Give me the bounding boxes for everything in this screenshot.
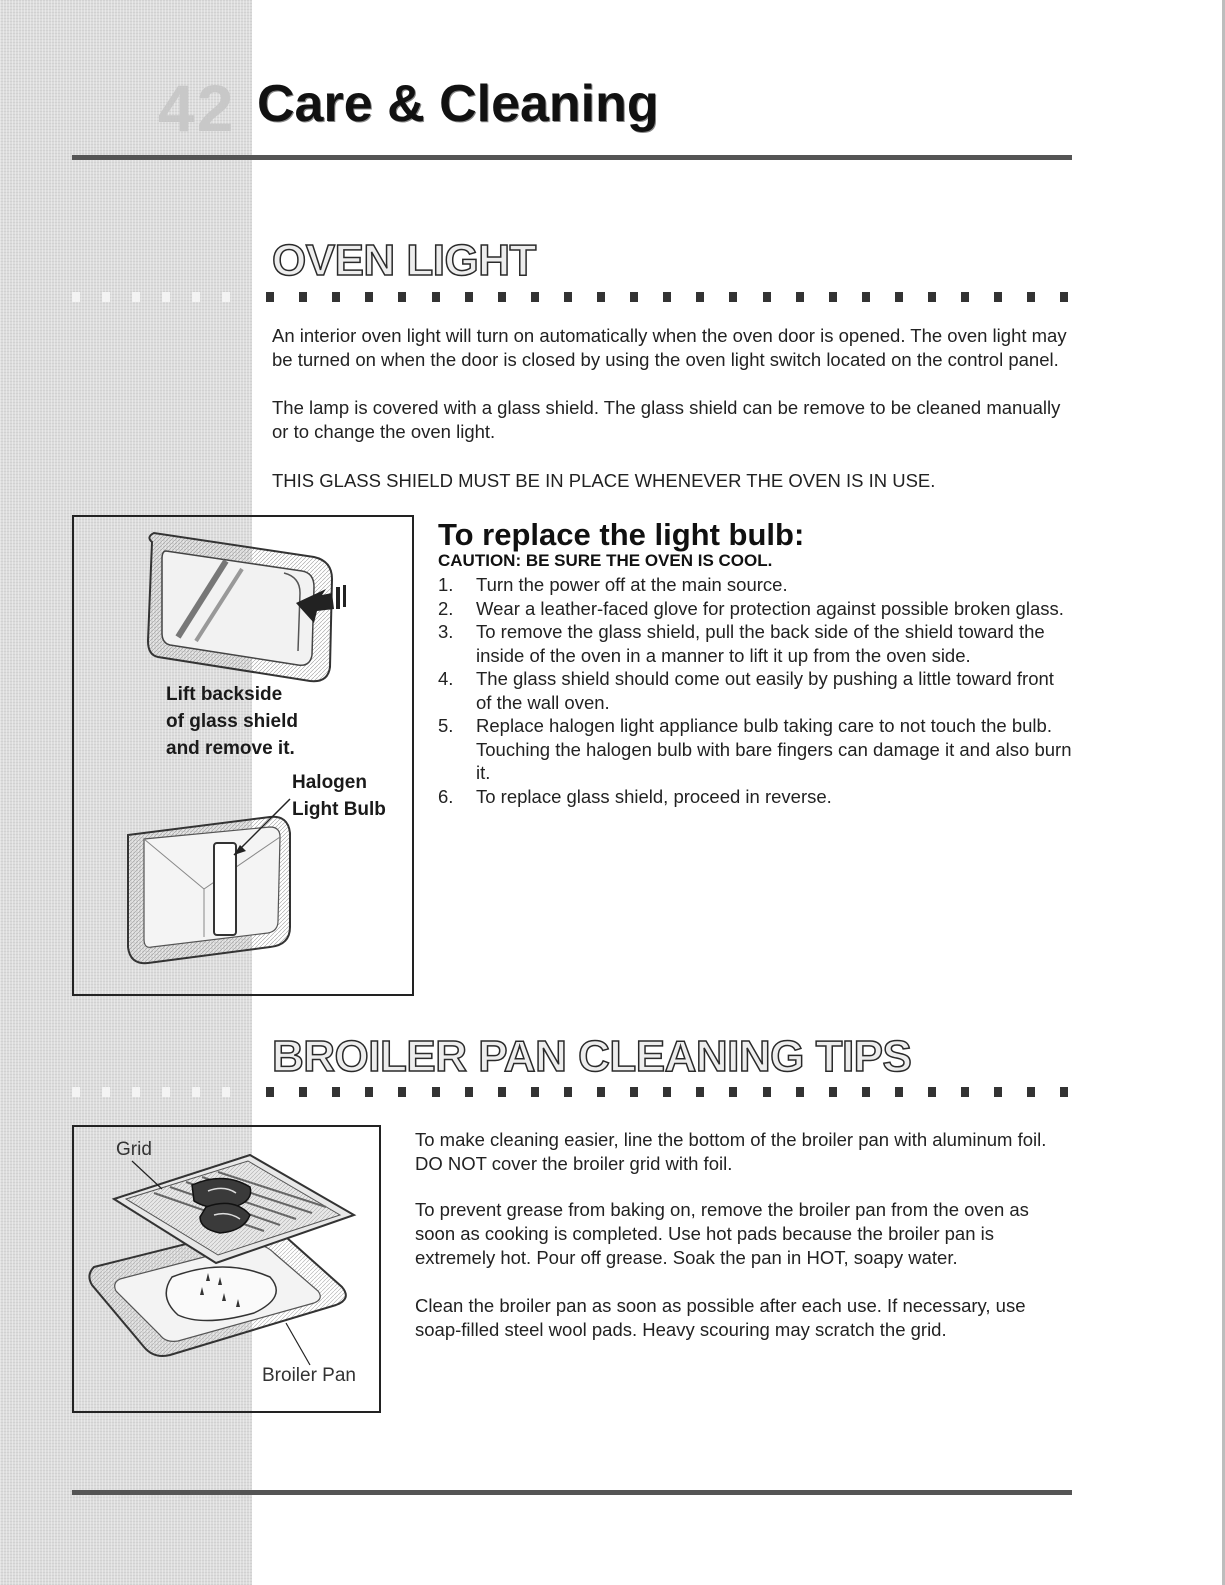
- step-number: 6.: [438, 785, 454, 807]
- divider-dot: [398, 1087, 406, 1097]
- replace-step: [438, 597, 1073, 621]
- divider-dot: [222, 292, 230, 302]
- divider-dot: [895, 1087, 903, 1097]
- replace-step: [438, 667, 1073, 714]
- divider-dot: [597, 1087, 605, 1097]
- divider-dot: [432, 1087, 440, 1097]
- divider-dot: [432, 292, 440, 302]
- replace-step: [438, 620, 1073, 667]
- step-text: To replace glass shield, proceed in reverse.: [476, 785, 832, 807]
- divider-dot: [102, 1087, 110, 1097]
- oven-light-warning: THIS GLASS SHIELD MUST BE IN PLACE WHENEVER THE OVEN IS IN USE.: [272, 470, 936, 491]
- divider-dot: [729, 1087, 737, 1097]
- divider-dot: [332, 292, 340, 302]
- page-title: Care & Cleaning: [257, 75, 659, 133]
- step-number: 2.: [438, 597, 454, 619]
- divider-dot: [763, 292, 771, 302]
- divider-dot: [862, 1087, 870, 1097]
- section-heading-broiler: BROILER PAN CLEANING TIPS: [272, 1032, 912, 1081]
- figure-label-bulb-2: Light Bulb: [292, 799, 386, 820]
- footer-rule: [72, 1490, 1072, 1495]
- divider-dot: [132, 1087, 140, 1097]
- step-number: 3.: [438, 621, 454, 642]
- divider-dot: [162, 292, 170, 302]
- divider-dot: [1027, 1087, 1035, 1097]
- step-text: To remove the glass shield, pull the back side of the shield toward the inside of the oven in a manner to lift it up from the oven side.: [476, 621, 1045, 666]
- divider-dot: [663, 292, 671, 302]
- divider-dot: [531, 292, 539, 302]
- broiler-paragraph-1: To make cleaning easier, line the bottom of the broiler pan with aluminum foil. DO NOT cover the broiler grid with foil.: [415, 1129, 1047, 1174]
- divider-dot: [398, 292, 406, 302]
- divider-dot: [862, 292, 870, 302]
- figure-label-broiler-pan: Broiler Pan: [262, 1365, 356, 1386]
- replace-steps-list: [438, 573, 1073, 808]
- divider-dot: [895, 292, 903, 302]
- oven-light-intro-2: The lamp is covered with a glass shield. The glass shield can be remove to be cleaned manually or to change the oven light.: [272, 397, 1061, 442]
- figure-label-bulb-1: Halogen: [292, 772, 367, 793]
- divider-dot: [192, 1087, 200, 1097]
- divider-dot: [763, 1087, 771, 1097]
- divider-dot: [829, 1087, 837, 1097]
- divider-dot: [630, 292, 638, 302]
- divider-dot: [531, 1087, 539, 1097]
- divider-dot: [729, 292, 737, 302]
- step-text: Wear a leather-faced glove for protection against possible broken glass.: [476, 597, 1064, 619]
- divider-dot: [1060, 1087, 1068, 1097]
- divider-dot: [928, 292, 936, 302]
- divider-dot: [1027, 292, 1035, 302]
- replace-step: [438, 714, 1073, 785]
- broiler-grid-icon: [114, 1155, 354, 1263]
- figure-label-lift-2: of glass shield: [166, 711, 298, 732]
- replace-step: [438, 573, 1073, 597]
- divider-dot: [132, 292, 140, 302]
- page-number: 42: [158, 71, 236, 145]
- replace-bulb-heading: To replace the light bulb:: [438, 517, 805, 552]
- divider-dot: [961, 1087, 969, 1097]
- divider-dot: [365, 292, 373, 302]
- broiler-pan-figure: [72, 1125, 381, 1413]
- divider-dot: [663, 1087, 671, 1097]
- divider-dot: [1060, 292, 1068, 302]
- divider-dot: [928, 1087, 936, 1097]
- step-text: The glass shield should come out easily by pushing a little toward front of the wall oven.: [476, 668, 1054, 713]
- divider-dot: [465, 292, 473, 302]
- divider-dot: [222, 1087, 230, 1097]
- divider-dot: [498, 1087, 506, 1097]
- divider-dot: [72, 292, 80, 302]
- glass-shield-upper-icon: [148, 533, 346, 681]
- divider-dot: [597, 292, 605, 302]
- glass-shield-lower-icon: [128, 799, 290, 963]
- divider-dot: [465, 1087, 473, 1097]
- figure-label-lift-3: and remove it.: [166, 738, 295, 759]
- broiler-paragraph-3: Clean the broiler pan as soon as possible after each use. If necessary, use soap-filled steel wool pads. Heavy scouring may scratch the grid.: [415, 1295, 1026, 1340]
- step-text: Turn the power off at the main source.: [476, 574, 788, 595]
- divider-dot: [564, 292, 572, 302]
- section-divider-dots: [72, 292, 1077, 302]
- divider-dot: [299, 1087, 307, 1097]
- caution-text: CAUTION: BE SURE THE OVEN IS COOL.: [438, 551, 773, 570]
- divider-dot: [332, 1087, 340, 1097]
- header-rule: [72, 155, 1072, 160]
- step-number: 5.: [438, 715, 454, 736]
- broiler-paragraph-2: To prevent grease from baking on, remove the broiler pan from the oven as soon as cooking is completed. Use hot pads because the broiler pan is extremely hot. Pour off grease. Soak the pan in HOT, soapy water.: [415, 1199, 1029, 1268]
- replace-step: [438, 785, 1073, 809]
- divider-dot: [564, 1087, 572, 1097]
- light-bulb-figure: [72, 515, 414, 996]
- divider-dot: [796, 1087, 804, 1097]
- divider-dot: [102, 292, 110, 302]
- divider-dot: [696, 1087, 704, 1097]
- figure-label-lift-1: Lift backside: [166, 684, 283, 705]
- divider-dot: [266, 292, 274, 302]
- step-number: 4.: [438, 668, 454, 689]
- divider-dot: [829, 292, 837, 302]
- divider-dot: [961, 292, 969, 302]
- step-text: Replace halogen light appliance bulb taking care to not touch the bulb. Touching the halogen bulb with bare fingers can damage it and also burn it.: [476, 715, 1072, 783]
- divider-dot: [696, 292, 704, 302]
- divider-dot: [192, 292, 200, 302]
- divider-dot: [994, 292, 1002, 302]
- figure-label-grid: Grid: [116, 1139, 152, 1160]
- divider-dot: [162, 1087, 170, 1097]
- divider-dot: [994, 1087, 1002, 1097]
- divider-dot: [365, 1087, 373, 1097]
- step-number: 1.: [438, 574, 454, 595]
- divider-dot: [796, 292, 804, 302]
- divider-dot: [299, 292, 307, 302]
- divider-dot: [630, 1087, 638, 1097]
- oven-light-intro-1: An interior oven light will turn on automatically when the oven door is opened. The oven light may be turned on when the door is closed by using the oven light switch located on the control panel.: [272, 325, 1067, 370]
- divider-dot: [498, 292, 506, 302]
- divider-dot: [72, 1087, 80, 1097]
- section-heading-oven-light: OVEN LIGHT: [272, 236, 536, 285]
- section-divider-dots: [72, 1087, 1077, 1097]
- divider-dot: [266, 1087, 274, 1097]
